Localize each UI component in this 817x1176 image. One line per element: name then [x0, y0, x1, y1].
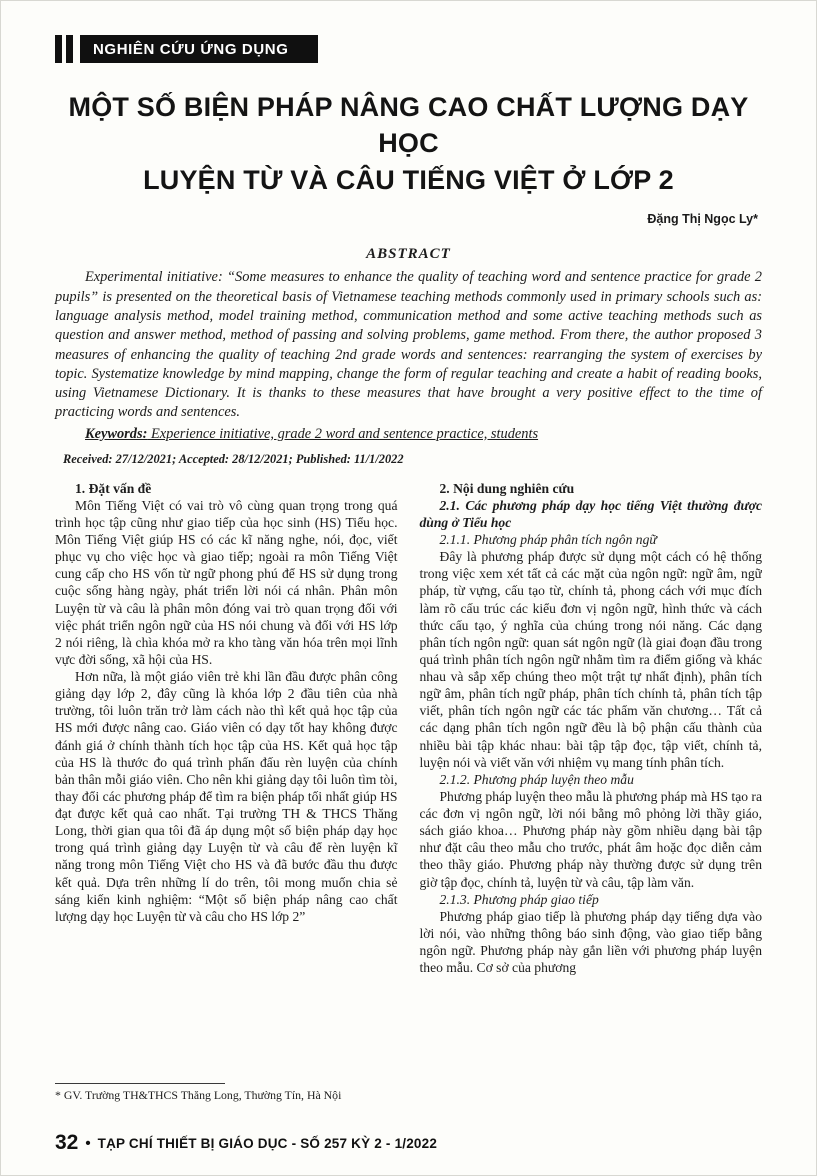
abstract-heading: ABSTRACT [366, 246, 451, 263]
page-number: 32 [55, 1131, 79, 1154]
badge-bar-icon [66, 35, 73, 63]
body-columns [55, 480, 762, 1104]
body-paragraph: Môn Tiếng Việt có vai trò vô cùng quan trọng trong quá trình học tập cũng như giao tiếp của học sinh (HS) Tiểu học. Môn Tiếng Việt giúp HS có các kĩ năng nghe, nói, đọc, viết phục vụ cho việc học và giao tiếp; ngoài ra môn Tiếng Việt cung cấp cho HS vốn từ ngữ phong phú để HS sử dụng trong cuộc sống hàng ngày, phát triển lời nói cá nhân. Phân môn Luyện từ và câu là phân môn đóng vai trò quan trọng đối với việc phát triển ngôn ngữ của HS nói chung và đối với HS lớp 2 nói riêng, là chìa khóa mở ra kho tàng văn hóa trên mọi lĩnh vực đời sống, xã hội của HS. [55, 497, 398, 667]
dates-line: Received: 27/12/2021; Accepted: 28/12/2021; Published: 11/1/2022 [63, 451, 404, 466]
body-paragraph: Hơn nữa, là một giáo viên trẻ khi lần đầu được phân công giảng dạy lớp 2, đây cũng là khóa lớp 2 đầu tiên của nhà trường, tôi luôn trăn trở làm cách nào thì kết quả học tập của HS mới được nâng cao. Giáo viên có dạy tốt hay không được đánh giá ở chính thành tích học tập của HS. Kết quả học tập của HS là thước đo quá trình phấn đấu rèn luyện của chính bản thân mỗi giáo viên. Cho nên khi giảng dạy tôi luôn tìm tòi, thay đổi các phương pháp để tìm ra biện pháp tối nhất giúp HS đạt được kết quả cao nhất. Tại trường TH & THCS Thăng Long, thời gian qua tôi đã áp dụng một số biện pháp dạy học trong quá trình giảng dạy Luyện từ và câu để rèn luyện kĩ năng trong môn Tiếng Việt cho HS và đã bước đầu thu được kết quả. Dựa trên những lí do trên, tôi mong muốn chia sẻ sáng kiến kinh nghiệm: “Một số biện pháp nâng cao chất lượng dạy học Luyện từ và câu cho HS lớp 2” [55, 669, 398, 924]
keywords-line [55, 426, 762, 443]
author-name: Đặng Thị Ngọc Ly* [647, 212, 758, 227]
article-title-line1: MỘT SỐ BIỆN PHÁP NÂNG CAO CHẤT LƯỢNG DẠY HỌC [68, 92, 749, 159]
badge-bar-icon [55, 35, 62, 63]
page-footer [55, 1131, 437, 1155]
footer-bullet-icon: • [85, 1134, 91, 1152]
abstract-body: Experimental initiative: “Some measures to enhance the quality of teaching word and sentence practice for grade 2 pupils” is presented on the theoretical basis of Vietnamese teaching methods commonly used in primary schools such as: language analysis method, model training method, communication method and some active teaching methods such as question and answer method, method of passing and solving problems, game method. From there, the author proposed 3 measures of enhancing the quality of teaching 2nd grade words and sentences: rearranging the system of exercises by topic. Systematize knowledge by mind mapping, change the form of regular teaching and create a habit of reading books, using Vietnamese Dictionary. It is thanks to these measures that have brought a very positive effect to the time of practicing words and sentences. [55, 269, 762, 421]
body-paragraph: Phương pháp giao tiếp là phương pháp dạy tiếng dựa vào lời nói, vào những thông báo sinh động, vào giao tiếp bằng ngôn ngữ. Phương pháp này gắn liền với phương pháp luyện theo mẫu. Cơ sở của phương [419, 908, 762, 976]
article-title-line2: LUYỆN TỪ VÀ CÂU TIẾNG VIỆT Ở LỚP 2 [143, 164, 674, 195]
keywords-label: Keywords: [85, 425, 148, 442]
subsection-heading-2-1: 2.1. Các phương pháp dạy học tiếng Việt thường được dùng ở Tiểu học [419, 497, 762, 530]
subsection-heading-2-1-2: 2.1.2. Phương pháp luyện theo mẫu [439, 771, 634, 787]
footnote-divider [55, 1083, 225, 1084]
keywords-text: Experience initiative, grade 2 word and sentence practice, students [147, 425, 539, 442]
section-badge [80, 35, 318, 63]
section-badge-label: NGHIÊN CỨU ỨNG DỤNG [93, 40, 289, 58]
body-paragraph: Phương pháp luyện theo mẫu là phương pháp mà HS tạo ra các đơn vị ngôn ngữ, lời nói bằng mô phỏng lời thầy giáo, sách giáo khoa… Phương pháp này gồm nhiều dạng bài tập như đặt câu theo mẫu cho trước, phát âm hoặc đọc diễn cảm theo thầy giáo. Phương pháp này thường được sử dụng trên giờ tập đọc, chính tả, luyện từ và câu, tập làm văn. [419, 788, 762, 890]
body-paragraph: Đây là phương pháp được sử dụng một cách có hệ thống trong việc xem xét tất cả các mặt của ngôn ngữ: ngữ âm, ngữ pháp, từ vựng, cấu tạo từ, chính tả, phong cách với mục đích làm rõ cấu trúc các kiểu đơn vị ngôn ngữ, hình thức và cách thức cấu tạo, ý nghĩa của chúng trong nói năng. Các dạng phân tích ngôn ngữ: quan sát ngôn ngữ (là giai đoạn đầu trong quá trình phân tích ngôn ngữ nhằm tìm ra điểm giống và khác nhau và sắp xếp chúng theo một trật tự nhất định), phân tích ngữ âm, phân tích ngữ pháp, phân tích chính tả, phân tích tập viết, phân tích ngôn ngữ các tác phẩm văn chương… Tất cả các dạng phân tích ngôn ngữ đều là bộ phận cấu thành của nhiều bài tập khác nhau: bài tập tập đọc, tập viết, chính tả, luyện nói và viết văn với nhiệm vụ mang tính phân tích. [419, 549, 762, 770]
section-heading-2: 2. Nội dung nghiên cứu [439, 480, 575, 496]
section-badge-row [55, 35, 762, 63]
left-column [55, 480, 398, 1104]
right-column [420, 480, 763, 1104]
abstract-section [55, 246, 762, 466]
section-heading-1: 1. Đặt vấn đề [75, 480, 152, 496]
article-title [55, 89, 762, 198]
journal-footer-text: TẠP CHÍ THIẾT BỊ GIÁO DỤC - SỐ 257 KỲ 2 - 1/2022 [97, 1135, 438, 1151]
subsection-heading-2-1-1: 2.1.1. Phương pháp phân tích ngôn ngữ [439, 532, 657, 548]
author-footnote: * GV. Trường TH&THCS Thăng Long, Thường Tín, Hà Nội [55, 1088, 342, 1103]
subsection-heading-2-1-3: 2.1.3. Phương pháp giao tiếp [439, 891, 599, 907]
